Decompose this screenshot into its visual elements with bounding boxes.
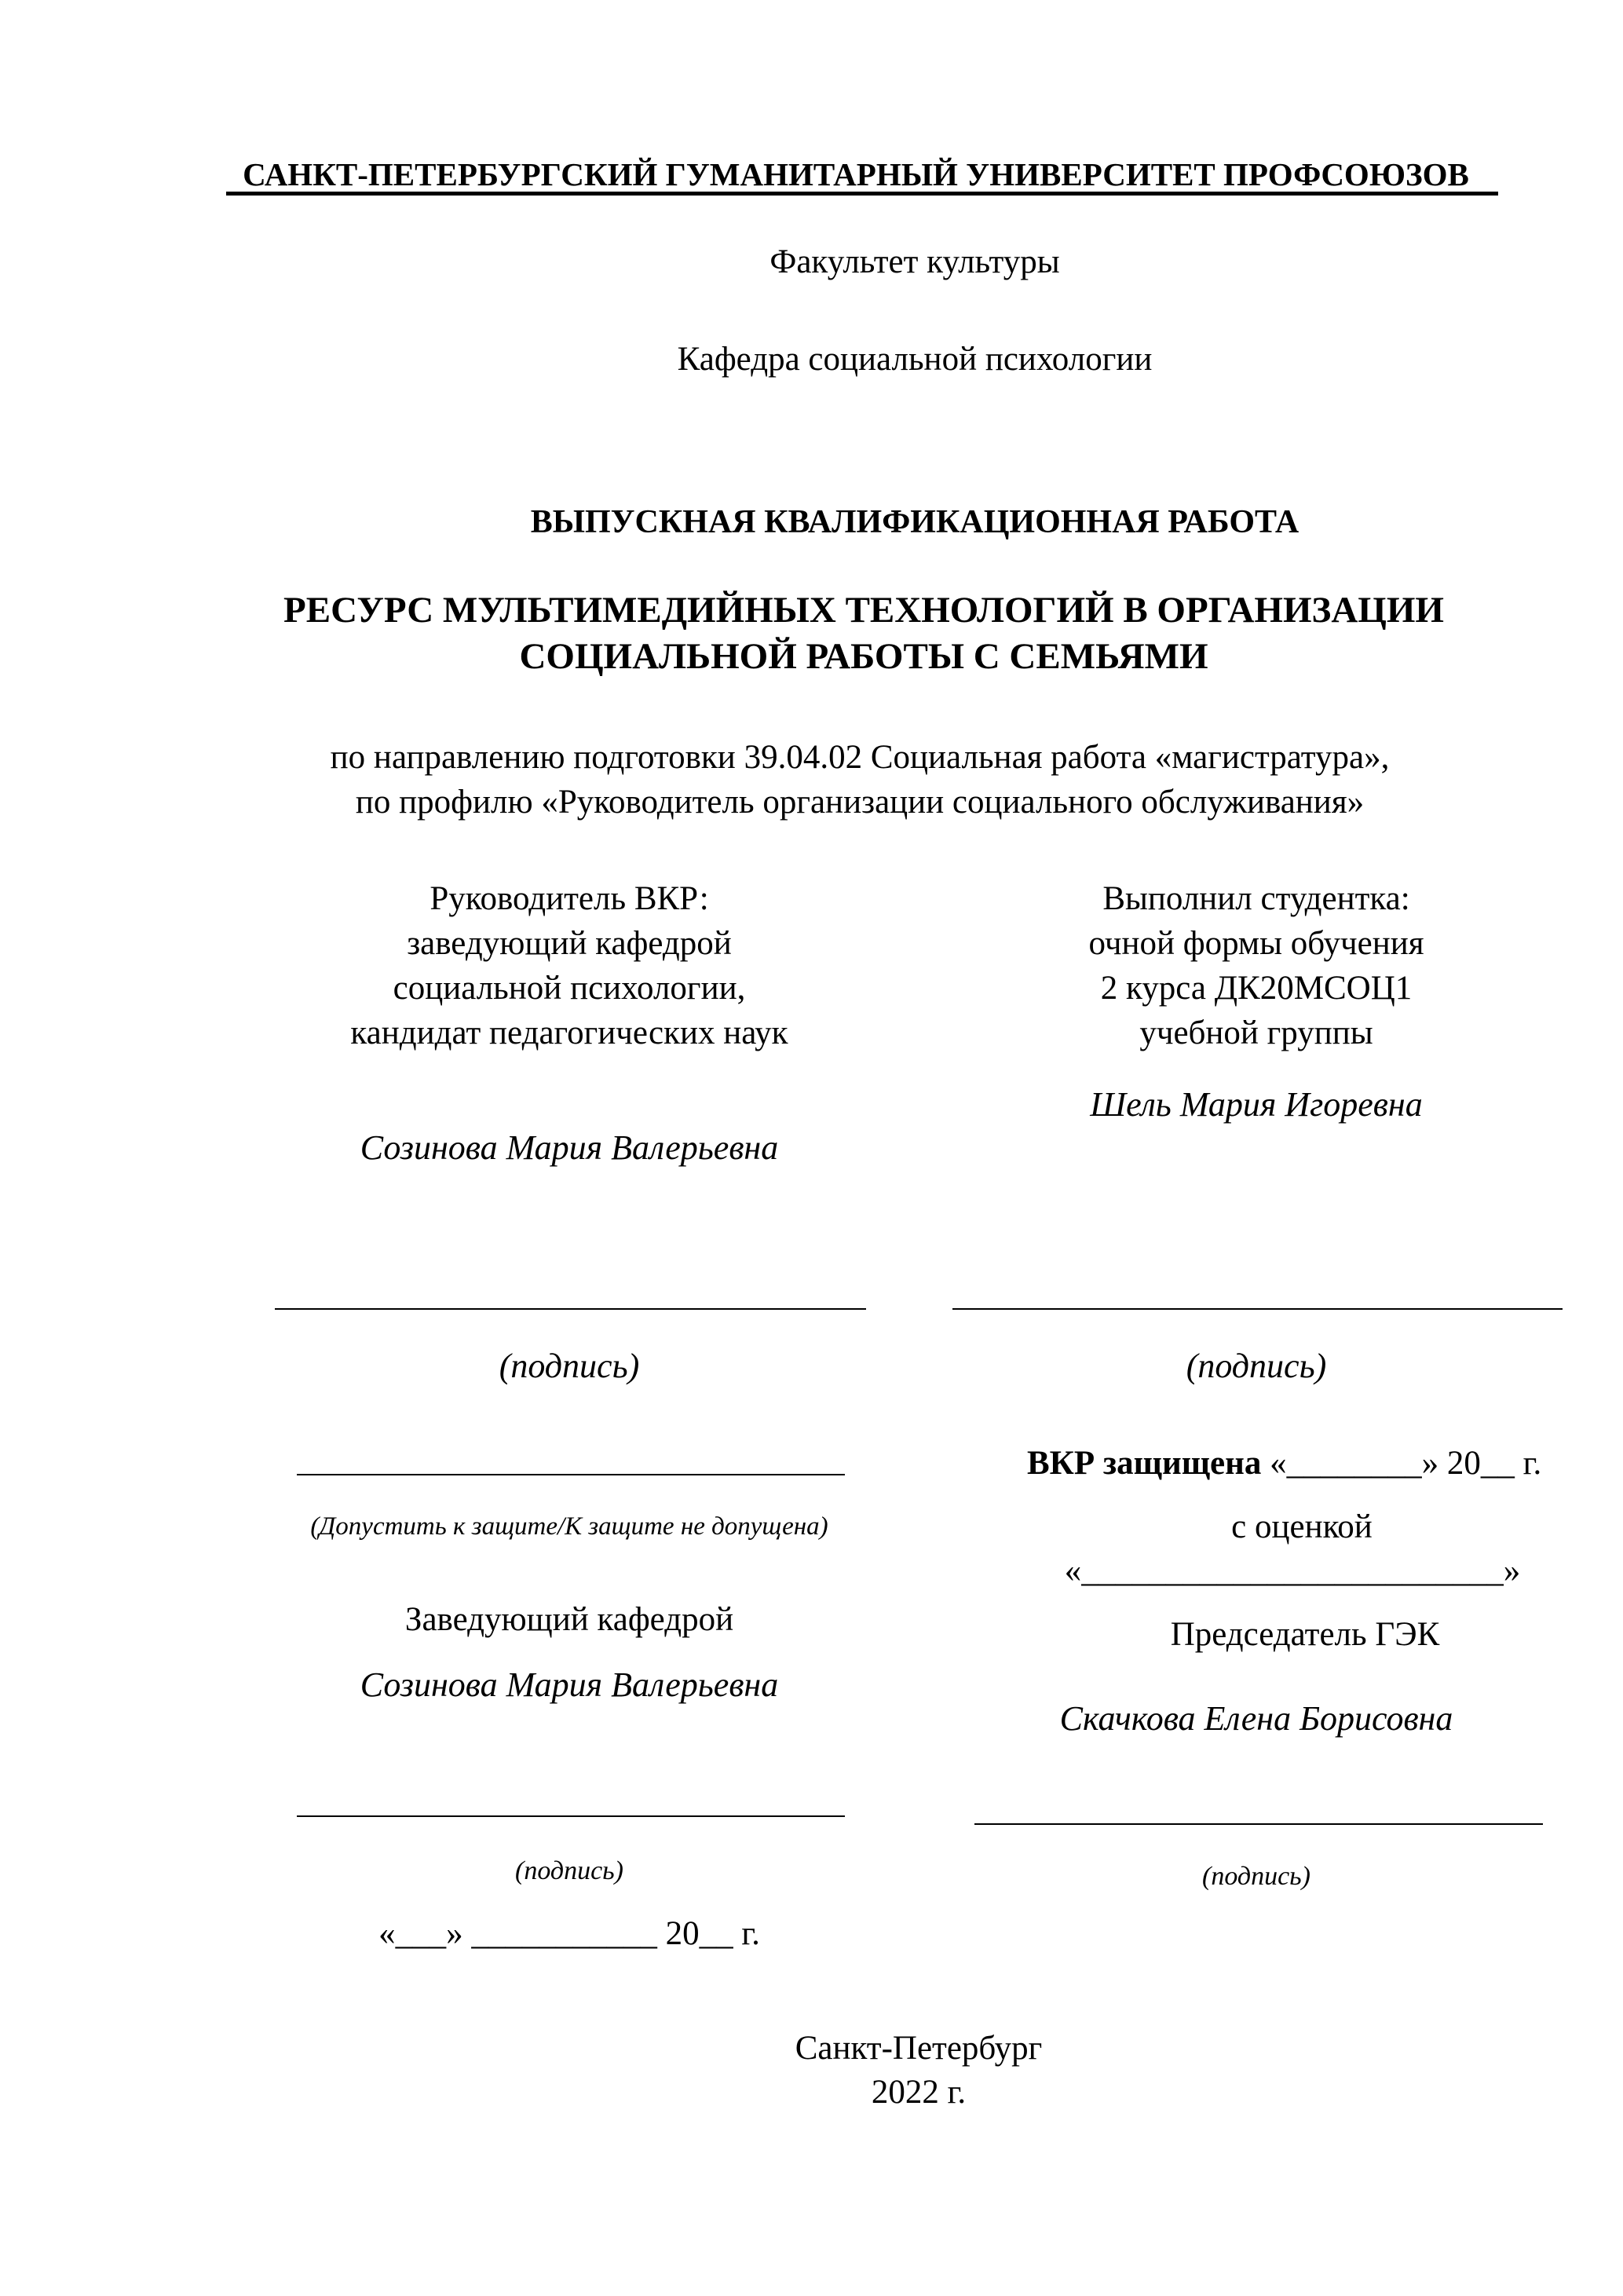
city: Санкт-Петербург	[795, 2030, 1043, 2067]
student-course: 2 курса ДК20МСОЦ1	[1100, 970, 1413, 1007]
faculty-name: Факультет культуры	[769, 243, 1060, 280]
supervisor-heading: Руководитель ВКР:	[430, 880, 709, 917]
study-direction-line-1: по направлению подготовки 39.04.02 Социальная работа «магистратура»,	[330, 739, 1390, 776]
admission-signature-line[interactable]	[297, 1474, 845, 1475]
student-info	[942, 876, 1570, 1055]
supervisor-department: социальной психологии,	[393, 970, 746, 1007]
study-direction	[0, 735, 1623, 824]
thesis-title	[0, 587, 1623, 680]
student-study-form: очной формы обучения	[1088, 925, 1424, 962]
department-name: Кафедра социальной психологии	[677, 341, 1153, 378]
supervisor-signature-label: (подпись)	[499, 1347, 640, 1385]
admission-note: (Допустить к защите/К защите не допущена)	[310, 1512, 828, 1541]
head-of-department-label: Заведующий кафедрой	[404, 1601, 734, 1638]
header-rule	[226, 192, 1498, 196]
study-direction-line-2: по профилю «Руководитель организации социального обслуживания»	[355, 784, 1365, 821]
university-name: САНКТ-ПЕТЕРБУРГСКИЙ ГУМАНИТАРНЫЙ УНИВЕРСИТЕТ ПРОФСОЮЗОВ	[243, 156, 1469, 192]
student-signature-line[interactable]	[952, 1308, 1563, 1310]
supervisor-degree: кандидат педагогических наук	[350, 1015, 788, 1051]
defense-date	[1027, 1444, 1541, 1483]
year: 2022 г.	[871, 2074, 967, 2111]
defense-label: ВКР защищена	[1027, 1445, 1262, 1482]
chairman-signature-label: (подпись)	[1202, 1862, 1310, 1891]
thesis-title-line-1: РЕСУРС МУЛЬТИМЕДИЙНЫХ ТЕХНОЛОГИЙ В ОРГАНИЗАЦИИ	[283, 590, 1444, 631]
chairman-name: Скачкова Елена Борисовна	[1059, 1699, 1453, 1738]
head-of-department-signature-label: (подпись)	[515, 1856, 623, 1885]
supervisor-info	[251, 876, 887, 1055]
defense-date-blank[interactable]: «________» 20__ г.	[1270, 1445, 1542, 1482]
student-name: Шель Мария Игоревна	[1090, 1085, 1423, 1124]
student-group: учебной группы	[1139, 1015, 1373, 1051]
chairman-label: Председатель ГЭК	[1170, 1616, 1440, 1653]
work-type: ВЫПУСКНАЯ КВАЛИФИКАЦИОННАЯ РАБОТА	[530, 504, 1299, 540]
grade-blank[interactable]: «_________________________»	[1064, 1552, 1521, 1589]
supervisor-signature-line[interactable]	[275, 1308, 866, 1310]
head-of-department-signature-line[interactable]	[297, 1815, 845, 1817]
chairman-signature-line[interactable]	[974, 1823, 1543, 1825]
supervisor-name: Созинова Мария Валерьевна	[360, 1128, 779, 1167]
grade-label: с оценкой	[1231, 1508, 1373, 1545]
approval-date-blank[interactable]: «___» ___________ 20__ г.	[378, 1915, 760, 1952]
supervisor-position: заведующий кафедрой	[407, 925, 732, 962]
head-of-department-name: Созинова Мария Валерьевна	[360, 1665, 779, 1704]
student-heading: Выполнил студентка:	[1102, 880, 1410, 917]
thesis-title-line-2: СОЦИАЛЬНОЙ РАБОТЫ С СЕМЬЯМИ	[519, 636, 1208, 677]
student-signature-label: (подпись)	[1186, 1347, 1327, 1385]
